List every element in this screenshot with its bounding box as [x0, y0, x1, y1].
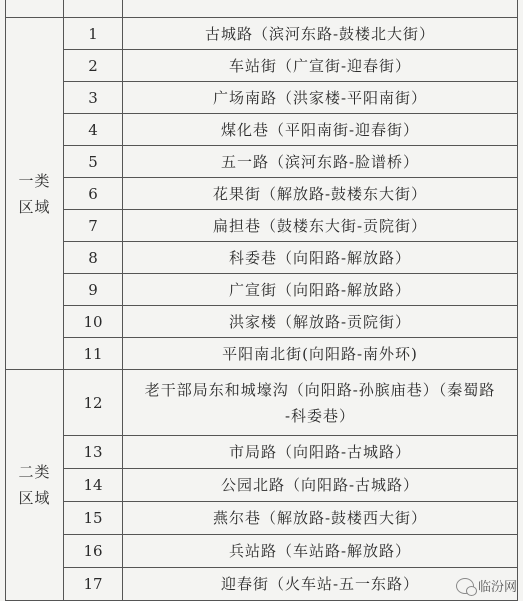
table-row	[6, 436, 518, 469]
row-number: 15	[64, 502, 123, 535]
row-number: 3	[64, 82, 123, 114]
row-number: 11	[64, 338, 123, 370]
row-number: 16	[64, 535, 123, 568]
street-name: 兵站路（车站路-解放路）	[123, 535, 518, 568]
row-number: 7	[64, 210, 123, 242]
watermark	[456, 576, 517, 595]
street-area-table	[5, 0, 518, 601]
table-row	[6, 469, 518, 502]
street-name: 五一路（滨河东路-脸谱桥）	[123, 146, 518, 178]
table-row	[6, 274, 518, 306]
table-row	[6, 502, 518, 535]
street-name: 煤化巷（平阳南街-迎春街）	[123, 114, 518, 146]
street-name: 车站街（广宣街-迎春街）	[123, 50, 518, 82]
street-name: 古城路（滨河东路-鼓楼北大街）	[123, 18, 518, 50]
row-number: 17	[64, 568, 123, 601]
table-row	[6, 338, 518, 370]
row-number: 4	[64, 114, 123, 146]
row-number: 9	[64, 274, 123, 306]
header-cell	[6, 0, 64, 18]
street-name: 花果街（解放路-鼓楼东大街）	[123, 178, 518, 210]
table-row	[6, 535, 518, 568]
row-number: 14	[64, 469, 123, 502]
street-name: 广宣街（向阳路-解放路）	[123, 274, 518, 306]
row-number: 10	[64, 306, 123, 338]
row-number: 12	[64, 370, 123, 436]
table-row	[6, 568, 518, 601]
table-row	[6, 18, 518, 50]
table-header-row	[6, 0, 518, 18]
table-row	[6, 178, 518, 210]
table-row	[6, 114, 518, 146]
header-cell	[123, 0, 518, 18]
header-cell	[64, 0, 123, 18]
table-row	[6, 370, 518, 436]
table-row	[6, 210, 518, 242]
street-name: 老干部局东和城壕沟（向阳路-孙膑庙巷）（秦蜀路 -科委巷）	[123, 370, 518, 436]
row-number: 6	[64, 178, 123, 210]
row-number: 1	[64, 18, 123, 50]
street-name: 洪家楼（解放路-贡院街）	[123, 306, 518, 338]
street-name: 平阳南北街(向阳路-南外环)	[123, 338, 518, 370]
row-number: 8	[64, 242, 123, 274]
area-label-class-1: 一类 区域	[6, 18, 64, 370]
street-name: 燕尔巷（解放路-鼓楼西大街）	[123, 502, 518, 535]
street-name: 广场南路（洪家楼-平阳南街）	[123, 82, 518, 114]
area-label-class-2: 二类 区域	[6, 370, 64, 601]
row-number: 2	[64, 50, 123, 82]
street-name: 市局路（向阳路-古城路）	[123, 436, 518, 469]
table-row	[6, 242, 518, 274]
street-name: 公园北路（向阳路-古城路）	[123, 469, 518, 502]
street-name: 扁担巷（鼓楼东大街-贡院街）	[123, 210, 518, 242]
table-row	[6, 82, 518, 114]
watermark-text: 临汾网	[477, 580, 517, 595]
row-number: 13	[64, 436, 123, 469]
row-number: 5	[64, 146, 123, 178]
table-row	[6, 146, 518, 178]
table-row	[6, 306, 518, 338]
street-name: 迎春街（火车站-五一东路）	[123, 568, 518, 601]
street-name: 科委巷（向阳路-解放路）	[123, 242, 518, 274]
wechat-icon	[456, 578, 474, 594]
table-row	[6, 50, 518, 82]
